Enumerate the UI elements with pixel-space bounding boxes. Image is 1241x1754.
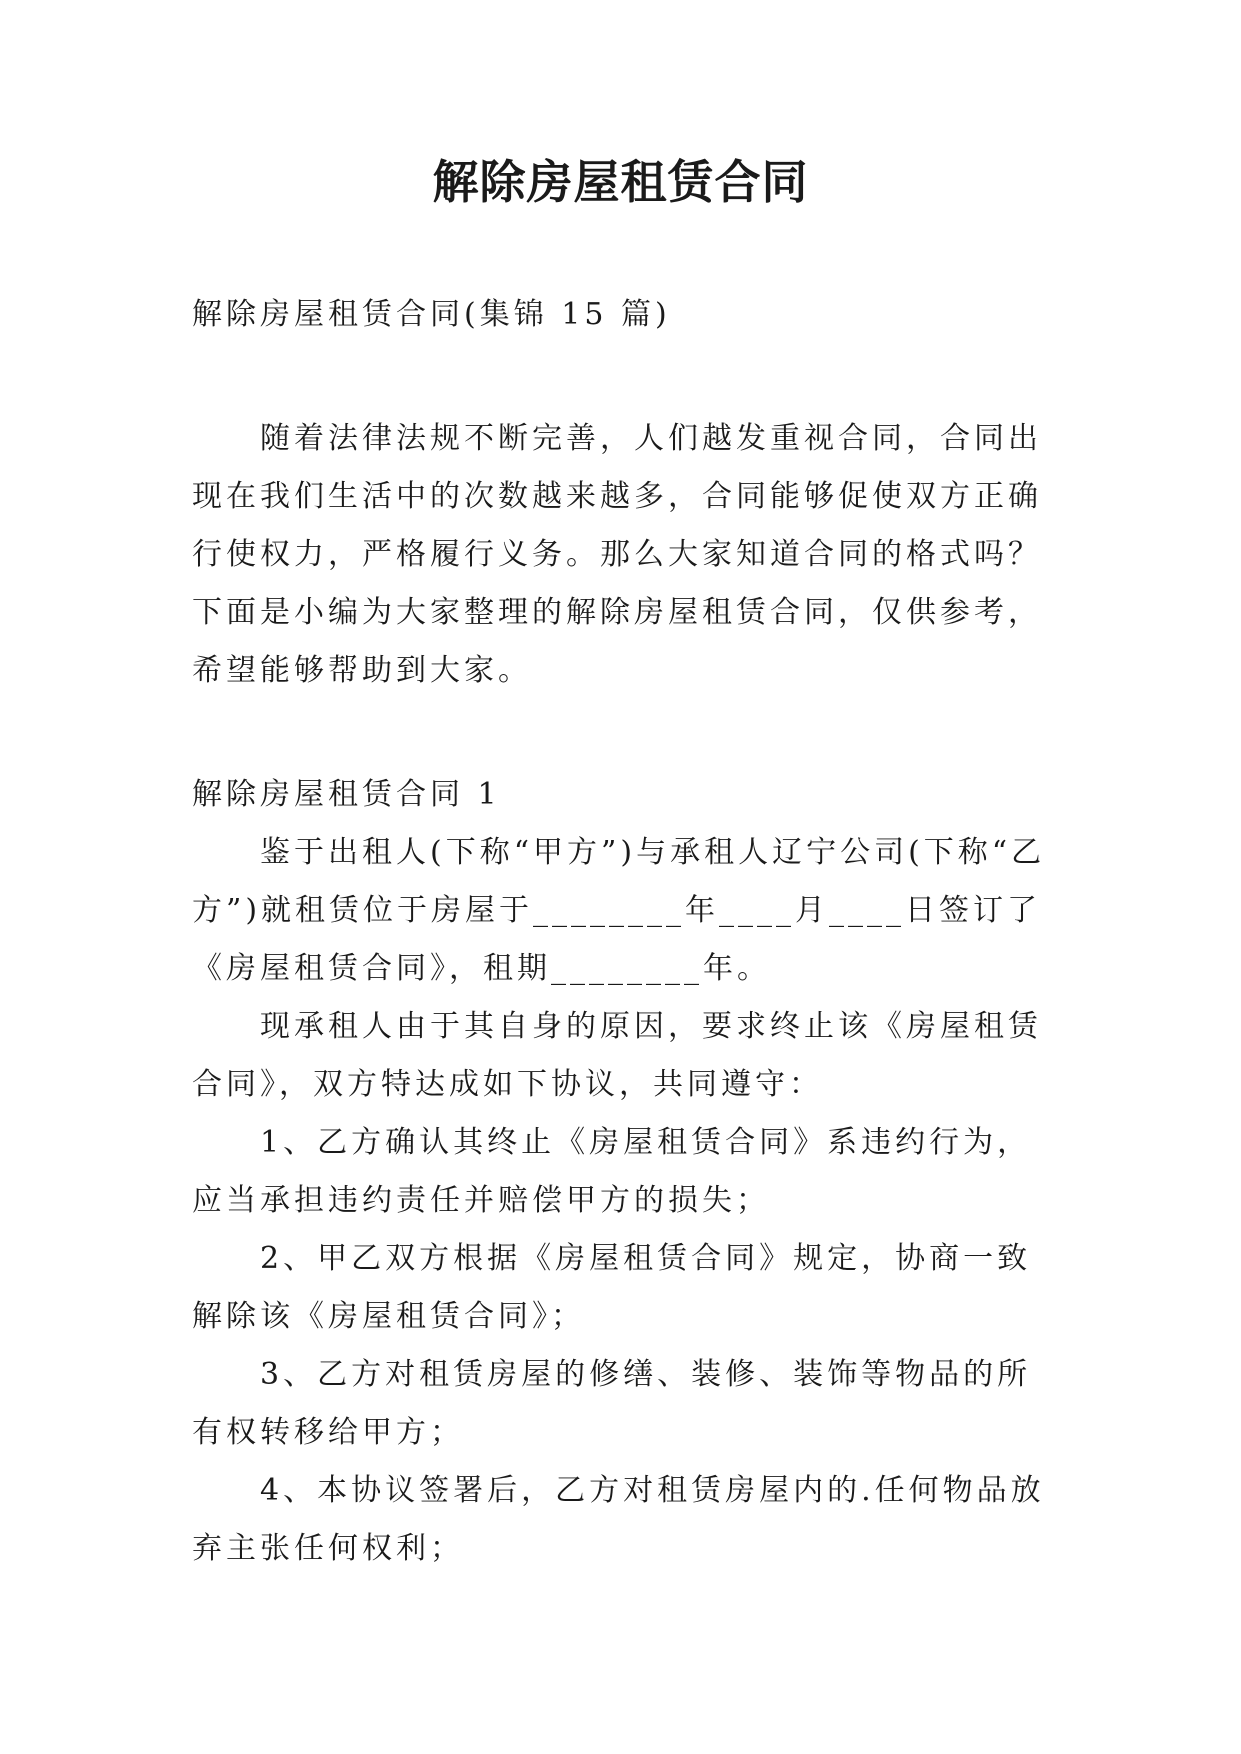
- clause-item: 2、甲乙双方根据《房屋租赁合同》规定，协商一致解除该《房屋租赁合同》；: [192, 1241, 1032, 1334]
- clause-item: 1、乙方确认其终止《房屋租赁合同》系违约行为，应当承担违约责任并赔偿甲方的损失；: [192, 1125, 1032, 1218]
- preamble-text-4: 日签订了《房屋租赁合同》，租期: [192, 893, 1042, 986]
- clause-preamble: [192, 824, 1058, 998]
- document-body: [192, 286, 1058, 1578]
- blank-lease-term: ________: [551, 951, 703, 986]
- preamble-text-1: 鉴于出租人(下称“甲方”)与承租人辽宁公司(下称“乙方”)就租赁位于房屋于: [192, 835, 1046, 928]
- document-title: 解除房屋租赁合同: [432, 155, 809, 209]
- clause-item: 3、乙方对租赁房屋的修缮、装修、装饰等物品的所有权转移给甲方；: [192, 1357, 1032, 1450]
- clause-item: 4、本协议签署后，乙方对租赁房屋内的.任何物品放弃主张任何权利；: [192, 1473, 1045, 1566]
- preamble-text-2: 年: [685, 893, 720, 928]
- blank-start-day: ____: [829, 893, 906, 928]
- section-heading: 解除房屋租赁合同 1: [192, 777, 501, 812]
- preamble-text-5: 年。: [703, 951, 771, 986]
- blank-start-month: ____: [719, 893, 796, 928]
- preamble-text-3: 月: [795, 893, 830, 928]
- blank-start-year: ________: [533, 893, 686, 928]
- intro-paragraph: 随着法律法规不断完善，人们越发重视合同，合同出现在我们生活中的次数越来越多，合同能够促使双方正确行使权力，严格履行义务。那么大家知道合同的格式吗？下面是小编为大家整理的解除房屋租赁合同，仅供参考，希望能够帮助到大家。: [192, 421, 1042, 688]
- document-subtitle: 解除房屋租赁合同(集锦 15 篇): [192, 297, 671, 332]
- clause-request: 现承租人由于其自身的原因，要求终止该《房屋租赁合同》，双方特达成如下协议，共同遵守：: [192, 1009, 1042, 1102]
